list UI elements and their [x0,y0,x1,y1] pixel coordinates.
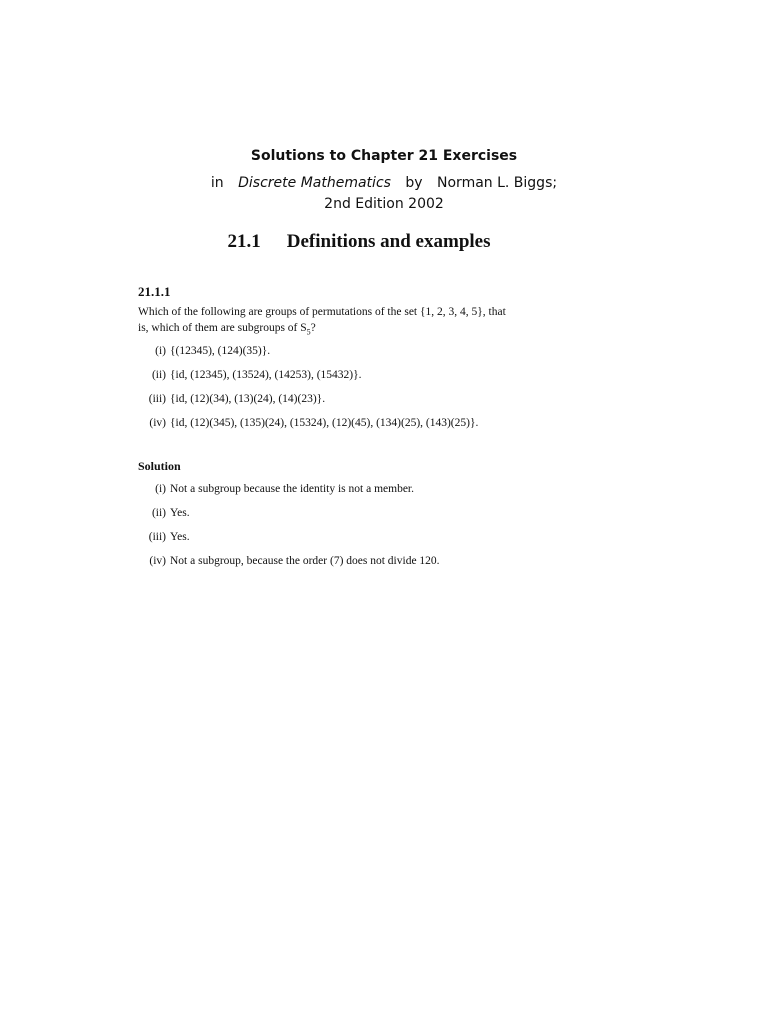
exercise-question [138,304,588,340]
question-line-1: Which of the following are groups of permutations of the set {1, 2, 3, 4, 5}, that [138,306,506,318]
section-number: 21.1 [227,231,261,252]
solution-heading: Solution [138,459,181,473]
question-line-2: is, which of them are subgroups of $S_5$? [138,322,316,337]
author-name: Norman L. Biggs; [437,175,558,191]
edition-line: 2nd Edition 2002 [324,196,444,212]
by-word: by [405,175,423,191]
solution-item: (iv) Not a subgroup, because the order (7) does not divide 120. [149,555,440,567]
book-attribution [0,175,768,191]
exercise-number: 21.1.1 [138,284,171,299]
solution-item: (iii) Yes. [148,531,190,543]
book-title: Discrete Mathematics [238,175,391,191]
section-heading [0,231,718,253]
solution-item: (i) Not a subgroup because the identity is not a member. [155,483,414,495]
exercise-item: (ii) {id, (12345), (13524), (14253), (15432)}. [151,369,362,381]
in-word: in [210,175,224,191]
section-title: Definitions and examples [286,231,491,252]
exercise-item: (i) {(12345), (124)(35)}. [155,345,271,357]
exercise-item: (iv) {id, (12)(345), (135)(24), (15324), (12)(45), (134)(25), (143)(25)}. [149,417,479,429]
exercise-item: (iii) {id, (12)(34), (13)(24), (14)(23)}. [148,393,326,405]
solution-item: (ii) Yes. [151,507,190,519]
document-title: Solutions to Chapter 21 Exercises [250,148,518,164]
